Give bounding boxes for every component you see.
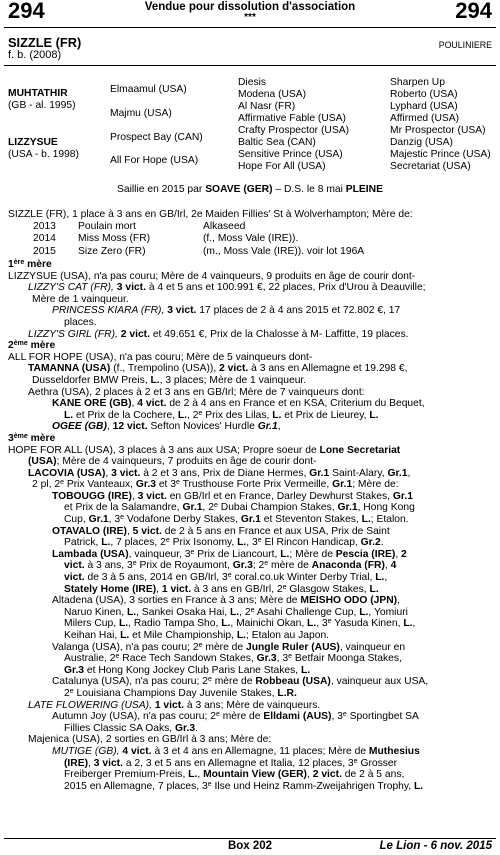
body-line: Milers Cup, L., Radio Tampa Sho, L., Mainichi Okan, L., 3e Yasuda Kinen, L., [64,618,416,630]
family-body [8,259,496,792]
horse-name: SIZZLE (FR) [8,35,82,50]
body-line: Keihan Hai, L. et Mile Championship, L.; Etalon au Japon. [64,630,330,641]
covering-status: PLEINE [345,184,383,195]
record-intro: SIZZLE (FR), 1 place à 3 ans en GB/Irl, 2e Maiden Fillies' St à Wolverhampton; Mère de: [8,209,413,220]
gen3-2: Modena (USA) [238,89,307,100]
lot-number-left: 294 [8,0,45,23]
body-line: Autumn Joy (USA), n'a pas couru; 2e mère de Elldami (AUS), 3e Sportingbet SA [52,711,419,723]
gen4-4: Affirmed (USA) [390,113,460,124]
body-line: TOBOUGG (IRE), 3 vict. en GB/Irl et en France, Darley Dewhurst Stakes, Gr.1 [52,490,413,502]
gen4-7: Majestic Prince (USA) [390,149,491,160]
header-rule [4,27,496,28]
body-line: 2 pl, 2e Prix Vanteaux, Gr.3 et 3e Trusthouse Forte Prix Vermeille, Gr.1; Mère de: [32,479,399,491]
covering-prefix: Saillie en 2015 par [117,184,206,195]
produce-info-2: (f., Moss Vale (IRE)). [203,233,299,244]
covering-middle: – D.S. le 8 mai [272,184,346,195]
body-line: LIZZY'S CAT (FR), 3 vict. à 4 et 5 ans et 100.991 €, 22 places, Prix d'Urou à Deauville; [28,282,426,294]
body-line: (USA); Mère de 4 vainqueurs, 7 produits en âge de courir dont- [28,456,317,468]
gen4-1: Sharpen Up [390,77,445,88]
sale-stars: *** [244,12,256,23]
body-line: Australie, 2e Race Tech Sandown Stakes, Gr.3, 3e Betfair Moonga Stakes, [64,653,402,665]
body-line: MUTIGE (GB), 4 vict. à 3 et 4 ans en Allemagne, 11 places; Mère de Muthesius [52,745,420,757]
body-line: LIZZYSUE (USA), n'a pas couru; Mère de 4 vainqueurs, 9 produits en âge de courir dont- [8,270,416,282]
gen2-3: Prospect Bay (CAN) [110,132,203,143]
covering-stallion: SOAVE (GER) [205,184,273,195]
body-line: Lambada (USA), vainqueur, 3e Prix de Liancourt, L.; Mère de Pescia (IRE), 2 [52,548,407,560]
body-line: (IRE), 3 vict. a 2, 3 et 5 ans en Allemagne et Italia, 12 places, 3e Grosser [64,757,398,769]
body-line: 2015 en Allemagne, 7 places, 3e Ilse und Heinz Ramm-Zweijahrigen Trophy, L. [64,780,424,792]
gen3-7: Sensitive Prince (USA) [238,149,343,160]
gen4-2: Roberto (USA) [390,89,458,100]
covering-line [0,184,500,196]
gen2-4: All For Hope (USA) [110,155,199,166]
sire-name: MUHTATHIR [8,88,68,99]
body-line: Majenica (USA), 2 sorties en GB/Irl à 3 ans; Mère de: [28,734,272,746]
produce-name-1: Poulain mort [78,221,136,232]
body-line: LACOVIA (USA), 3 vict. à 2 et 3 ans, Prix de Diane Hermes, Gr.1 Saint-Alary, Gr.1, [28,467,411,479]
section-heading-second-dam: 2ème mère [8,340,56,352]
section-heading-first-dam: 1ère mère [8,259,52,270]
gen4-3: Lyphard (USA) [390,101,458,112]
produce-name-3: Size Zero (FR) [78,246,146,257]
body-line: vict. de 3 à 5 ans, 2014 en GB/Irl, 3e coral.co.uk Winter Derby Trial, L., [64,572,388,584]
body-line: Freiberger Premium-Preis, L., Mountain View (GER), 2 vict. de 2 à 5 ans, [64,769,405,781]
gen3-1: Diesis [238,77,267,88]
gen3-8: Hope For All (USA) [238,161,326,172]
body-line: Stately Home (IRE), 1 vict. à 3 ans en GB/Irl, 2e Glasgow Stakes, L. [64,583,379,595]
body-line: 2e Louisiana Champions Day Juvenile Stakes, L.R. [64,687,297,699]
footer-rule [4,838,496,839]
body-line: OTAVALO (IRE), 5 vict. de 2 à 5 ans en France et aux USA, Prix de Saint [52,525,390,537]
gen3-3: Al Nasr (FR) [238,101,296,112]
body-line: places. [64,316,97,328]
body-line: L. et Prix de la Cochere, L., 2e Prix des Lilas, L. et Prix de Lieurey, L. [64,409,379,421]
horse-description: f. b. (2008) [8,49,62,61]
body-line: Altadena (USA), 3 sorties en France à 3 ans; Mère de MEISHO ODO (JPN), [52,595,400,607]
body-line: Fillies Classic SA Oaks, Gr.3. [64,722,198,734]
gen2-2: Majmu (USA) [110,108,172,119]
body-line: et Prix de la Salamandre, Gr.1, 2e Dubai Champion Stakes, Gr.1, Hong Kong [64,502,415,514]
body-line: Cup, Gr.1, 3e Vodafone Derby Stakes, Gr.1 et Steventon Stakes, L.; Etalon. [64,514,409,526]
body-line: TAMANNA (USA) (f., Trempolino (USA)), 2 vict. à 3 ans en Allemagne et 19.298 €, [28,363,408,375]
horse-type: POULINIERE [438,40,492,50]
sire-info: (GB - al. 1995) [8,100,76,111]
body-line: OGEE (GB), 12 vict. Sefton Novices' Hurdle Gr.1, [52,421,281,433]
body-line: PRINCESS KIARA (FR), 3 vict. 17 places de 2 à 4 ans 2015 et 72.802 €, 17 [52,305,401,317]
footer-box: Box 202 [227,840,273,852]
body-line: Dusseldorfer BMW Preis, L., 3 places; Mère de 1 vainqueur. [32,374,307,386]
produce-year-2: 2014 [33,233,56,244]
body-line: vict. à 3 ans, 3e Prix de Royaumont, Gr.3; 2e mère de Anaconda (FR), 4 [64,560,397,572]
body-line: HOPE FOR ALL (USA), 3 places à 3 ans aux USA; Propre soeur de Lone Secretariat [8,444,401,456]
gen4-6: Danzig (USA) [390,137,453,148]
body-line: ALL FOR HOPE (USA), n'a pas couru; Mère de 5 vainqueurs dont- [8,351,313,363]
footer-source: Le Lion - 6 nov. 2015 [379,840,492,852]
body-line: Mère de 1 vainqueur. [32,293,129,305]
produce-year-1: 2013 [33,221,56,232]
dam-info: (USA - b. 1998) [8,149,79,160]
body-line: KANE ORE (GB), 4 vict. de 2 à 4 ans en France et en KSA, Criterium du Bequet, [52,398,425,410]
gen3-5: Crafty Prospector (USA) [238,125,350,136]
section-heading-third-dam: 3ème mère [8,432,56,444]
body-line: Naruo Kinen, L., Sankei Osaka Hai, L., 2e Asahi Challenge Cup, L., Yomiuri [64,606,408,618]
sale-title: Vendue pour dissolution d'association [144,1,356,13]
gen3-4: Affirmative Fable (USA) [238,113,346,124]
body-line: Valanga (USA), n'a pas couru; 2e mère de Jungle Ruler (AUS), vainqueur en [52,641,406,653]
body-line: LIZZY'S GIRL (FR), 2 vict. et 49.651 €, Prix de la Chalosse à M- Laffitte, 19 places. [28,328,409,340]
produce-info-3: (m., Moss Vale (IRE)). voir lot 196A [203,246,365,257]
pedigree-rule [4,65,496,66]
gen4-8: Secretariat (USA) [390,161,471,172]
produce-info-1: Alkaseed [203,221,246,232]
gen2-1: Elmaamul (USA) [110,84,187,95]
produce-name-2: Miss Moss (FR) [78,233,151,244]
body-line: LATE FLOWERING (USA), 1 vict. à 3 ans; Mère de vainqueurs. [28,699,321,711]
lot-number-right: 294 [455,0,492,23]
body-line: Catalunya (USA), n'a pas couru; 2e mère de Robbeau (USA), vainqueur aux USA, [52,676,429,688]
body-line: Aethra (USA), 2 places à 2 et 3 ans en GB/Irl; Mère de 7 vainqueurs dont: [28,386,365,398]
dam-name: LIZZYSUE [8,137,58,148]
body-line: Gr.3 et Hong Kong Jockey Club Paris Lane Stakes, L. [64,664,311,676]
gen3-6: Baltic Sea (CAN) [238,137,316,148]
produce-year-3: 2015 [33,246,56,257]
body-line: Patrick, L., 7 places, 2e Prix Isonomy, L., 3e El Rincon Handicap, Gr.2. [64,537,384,549]
gen4-5: Mr Prospector (USA) [390,125,486,136]
